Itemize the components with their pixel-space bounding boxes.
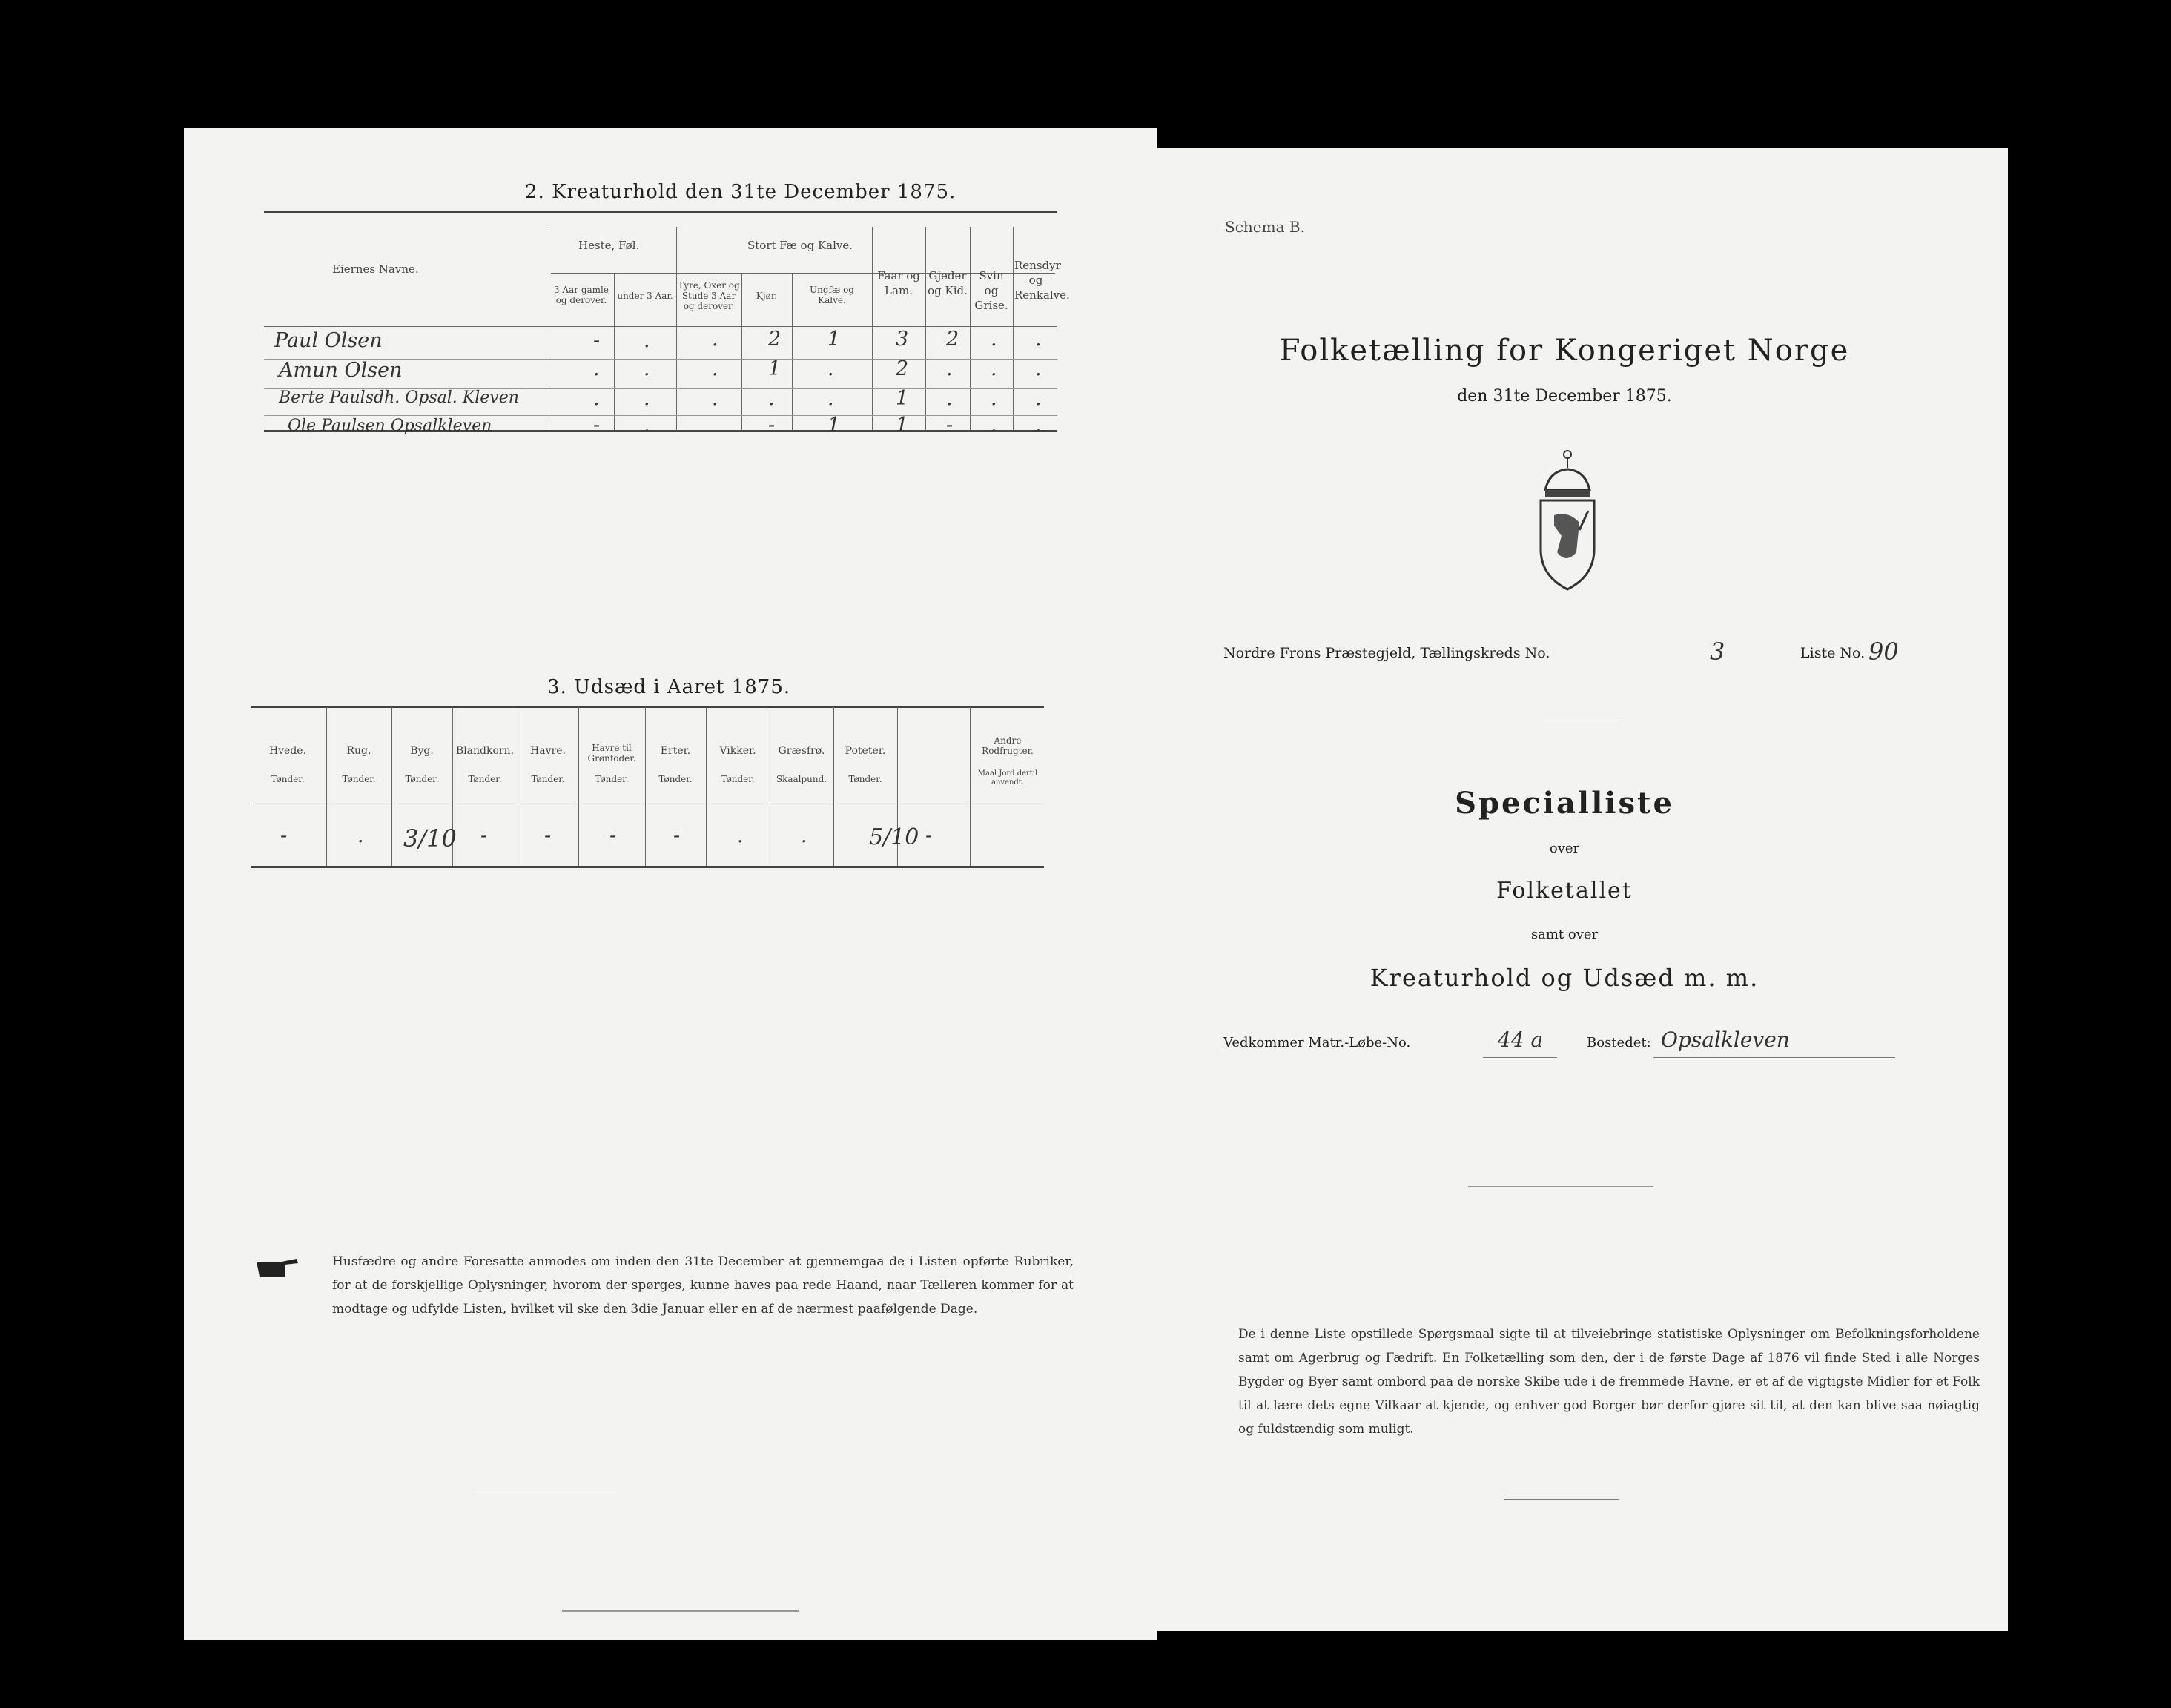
cell: .	[644, 387, 650, 410]
matr-label: Vedkommer Matr.-Løbe-No.	[1223, 1035, 1411, 1050]
cell: .	[712, 387, 718, 410]
col-line	[872, 227, 873, 431]
row-rule	[264, 415, 1057, 416]
cell: .	[991, 387, 997, 410]
section3-title: 3. Udsæd i Aaret 1875.	[547, 676, 791, 698]
coat-of-arms-icon	[1536, 448, 1599, 592]
col-line	[925, 227, 926, 431]
col-line	[391, 707, 392, 866]
district-prefix: Nordre Frons Præstegjeld, Tællingskreds No.	[1223, 645, 1550, 661]
col-line	[645, 707, 646, 866]
cell: .	[991, 328, 997, 351]
col-line	[578, 707, 579, 866]
cell: -	[946, 414, 954, 437]
value-cell: -	[925, 824, 933, 847]
col-line	[970, 707, 971, 866]
bosted-label: Bostedet:	[1587, 1035, 1651, 1050]
notice-text: Husfædre og andre Foresatte anmodes om inden den 31te December at gjennemgaa de i Listen opførte Rubriker, for at de forskjellige Oplysninger, hvorom der spørges, kunne haves paa rede Haand, naar Tælleren kommer for at modtage og udfylde Listen, hvilket vil ske den 3die Januar eller en af de nærmest paafølgende Dage.	[332, 1254, 1074, 1317]
header-heste-sub2: under 3 Aar.	[617, 291, 673, 301]
value-cell: 3/10	[403, 824, 457, 853]
col-line	[676, 227, 677, 431]
col-line	[706, 707, 707, 866]
col-top: Havre.	[530, 745, 566, 757]
col-top: Hvede.	[268, 745, 307, 757]
cell: .	[1035, 328, 1042, 351]
divider	[1504, 1499, 1619, 1500]
col-top: Græsfrø.	[778, 745, 825, 757]
district-number: 3	[1710, 638, 1725, 666]
kreaturhold-heading: Kreaturhold og Udsæd m. m.	[1369, 964, 1759, 992]
col-top: Poteter.	[845, 745, 886, 757]
samt-over-label: samt over	[1530, 927, 1599, 942]
row-name: Amun Olsen	[279, 359, 403, 382]
col-line	[614, 273, 615, 431]
col-unit: Tønder.	[342, 774, 376, 784]
col-line	[970, 227, 971, 431]
col-line	[1013, 227, 1014, 431]
col-top: Rug.	[346, 745, 371, 757]
cell: .	[593, 357, 600, 380]
cell: .	[712, 357, 718, 380]
col-unit: Tønder.	[271, 774, 305, 784]
col-line	[741, 273, 742, 431]
specialliste-heading: Specialliste	[1455, 786, 1674, 821]
value-cell: -	[673, 824, 681, 847]
col-top: Andre Rodfrugter.	[982, 735, 1034, 756]
cell: .	[991, 414, 997, 437]
col-line	[792, 273, 793, 431]
schema-label: Schema B.	[1225, 218, 1305, 236]
cell: 1	[896, 387, 909, 410]
col-top: Vikker.	[719, 745, 756, 757]
cell: 1	[896, 414, 909, 437]
col-unit: Tønder.	[721, 774, 755, 784]
cell: .	[1035, 414, 1042, 437]
header-heste-sub1: 3 Aar gamle og derover.	[554, 285, 609, 305]
table1-header-rule	[264, 326, 1057, 327]
cell: .	[768, 387, 775, 410]
cell: .	[1035, 387, 1042, 410]
cell: -	[593, 414, 601, 437]
col-top: Blandkorn.	[455, 745, 515, 757]
value-cell: .	[801, 824, 807, 847]
cell: 1	[827, 328, 841, 351]
liste-label: Liste No.	[1800, 645, 1866, 661]
underline	[1653, 1057, 1895, 1058]
cell: 2	[946, 328, 959, 351]
header-storfe-sub1: Tyre, Oxer og Stude 3 Aar og derover.	[678, 280, 740, 311]
value-cell: -	[609, 824, 617, 847]
col-top: Byg.	[410, 745, 434, 757]
pointing-hand-icon	[255, 1254, 300, 1280]
header-heste: Heste, Føl.	[578, 239, 640, 252]
col-line	[326, 707, 327, 866]
cell: .	[644, 357, 650, 380]
over-label: over	[1549, 841, 1580, 856]
value-cell: -	[544, 824, 552, 847]
col-unit: Tønder.	[531, 774, 565, 784]
value-cell: -	[280, 824, 288, 847]
cell: .	[991, 357, 997, 380]
folketallet-heading: Folketallet	[1496, 878, 1633, 904]
cell: .	[946, 357, 953, 380]
col-unit: Maal Jord dertil anvendt.	[977, 769, 1038, 787]
header-storfe: Stort Fæ og Kalve.	[747, 239, 853, 252]
col-unit: Tønder.	[848, 774, 882, 784]
header-rensdyr: Rensdyr og Renkalve.	[1014, 259, 1070, 302]
section2-title: 2. Kreaturhold den 31te December 1875.	[525, 181, 956, 203]
value-cell: -	[480, 824, 488, 847]
cell: 1	[827, 414, 841, 437]
value-cell: .	[357, 824, 364, 847]
page-title: Folketælling for Kongeriget Norge	[1279, 334, 1850, 368]
matr-number: 44 a	[1498, 1027, 1544, 1052]
cell: .	[593, 387, 600, 410]
table2-bottom-rule	[251, 866, 1044, 868]
row-name: Berte Paulsdh. Opsal. Kleven	[279, 388, 519, 407]
cell: .	[946, 387, 953, 410]
row-name: Ole Paulsen Opsalkleven	[288, 417, 492, 435]
divider	[1468, 1186, 1653, 1187]
cell: .	[827, 357, 834, 380]
cell: -	[768, 414, 776, 437]
divider	[562, 1610, 799, 1612]
header-faar: Faar og Lam.	[877, 269, 920, 297]
cell: .	[644, 414, 650, 437]
header-storfe-sub2: Kjør.	[756, 291, 778, 301]
col-unit: Skaalpund.	[776, 774, 827, 784]
col-top: Havre til Grønfoder.	[587, 743, 636, 764]
col-unit: Tønder.	[595, 774, 629, 784]
header-names: Eiernes Navne.	[332, 262, 419, 276]
cell: .	[827, 387, 834, 410]
table2-top-rule	[251, 706, 1044, 708]
header-storfe-sub3: Ungfæ og Kalve.	[810, 285, 854, 305]
col-line	[833, 707, 834, 866]
cell: .	[1035, 357, 1042, 380]
underline	[1483, 1057, 1557, 1058]
value-cell: 5/10	[869, 824, 919, 850]
liste-number: 90	[1868, 638, 1899, 666]
cell: 2	[768, 328, 782, 351]
col-top: Erter.	[660, 745, 691, 757]
cell: 3	[896, 328, 909, 351]
cell: 1	[768, 357, 782, 380]
cell: 2	[896, 357, 909, 380]
header-gjeder: Gjeder og Kid.	[928, 269, 968, 297]
cell: -	[593, 329, 601, 352]
col-unit: Tønder.	[658, 774, 693, 784]
header-svin: Svin og Grise.	[974, 269, 1008, 312]
bosted-value: Opsalkleven	[1661, 1027, 1790, 1052]
footer-text: De i denne Liste opstillede Spørgsmaal sigte til at tilveiebringe statistiske Oplysninger om Befolkningsforholdene samt om Agerbrug og Fædrift. En Folketælling som den, der i de første Dage af 1876 vil finde Sted i alle Norges Bygder og Byer samt ombord paa de norske Skibe ude i de fremmede Havne, er et af de vigtigste Midler for et Folk til at lære dets egne Vilkaar at kjende, og enhver god Borger bør derfor gjøre sit til, at den kan blive saa nøiagtig og fuldstændig som muligt.	[1238, 1327, 1980, 1437]
col-unit: Tønder.	[405, 774, 439, 784]
table1-top-rule	[264, 211, 1057, 213]
title-date: den 31te December 1875.	[1457, 387, 1672, 406]
row-name: Paul Olsen	[274, 329, 383, 352]
value-cell: .	[737, 824, 744, 847]
left-page	[184, 128, 1157, 1640]
right-page	[1157, 148, 2008, 1631]
cell: .	[712, 328, 718, 351]
col-unit: Tønder.	[468, 774, 502, 784]
cell: .	[644, 329, 650, 352]
